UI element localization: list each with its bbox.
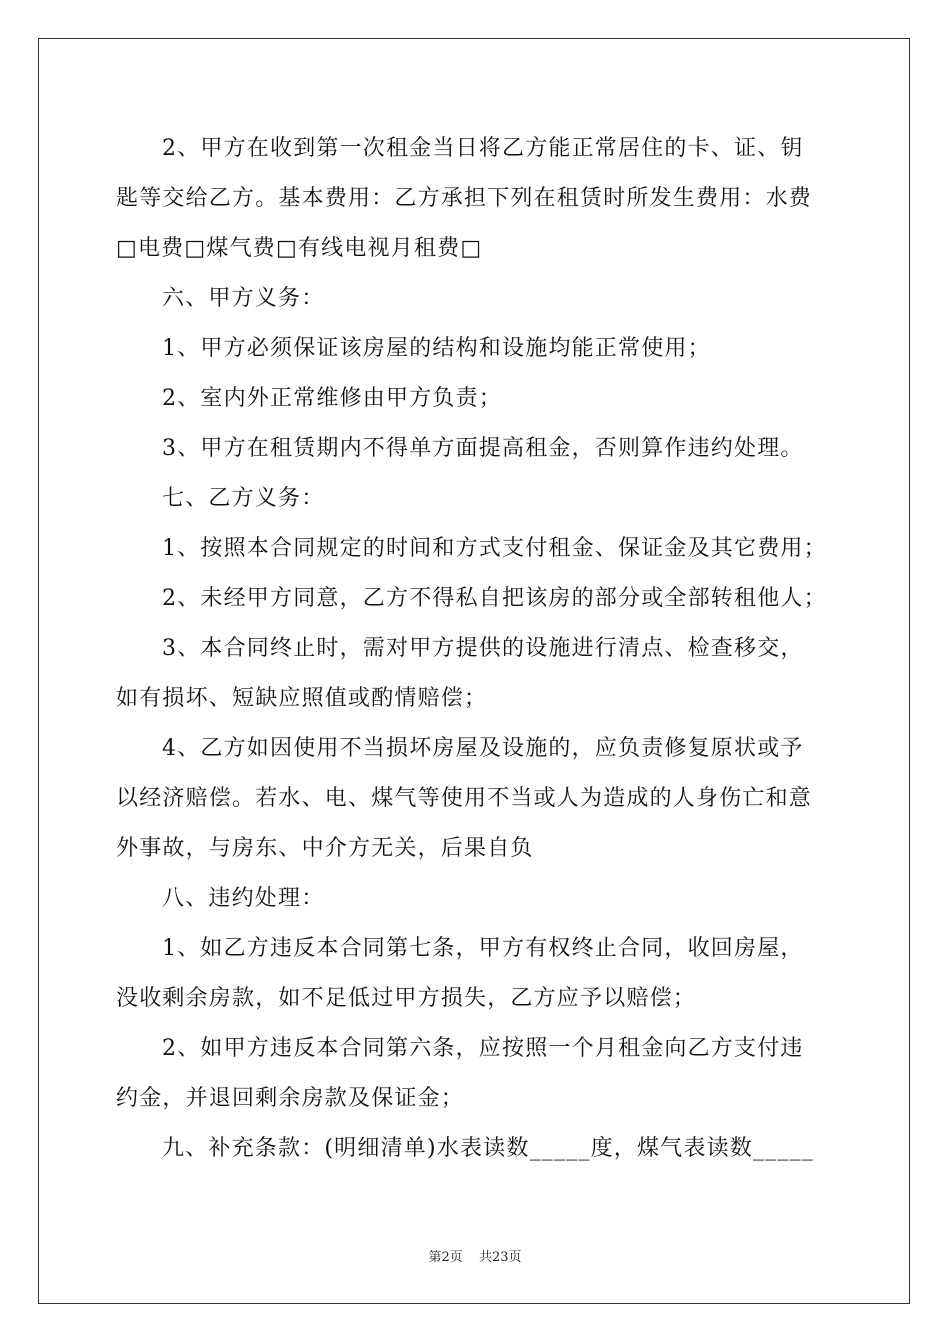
section-heading: 八、违约处理： — [162, 886, 325, 911]
text-line: 约金，并退回剩余房款及保证金； — [116, 1086, 465, 1111]
text-line: 3、甲方在租赁期内不得单方面提高租金，否则算作违约处理。 — [162, 436, 804, 461]
text-line: 以经济赔偿。若水、电、煤气等使用不当或人为造成的人身伤亡和意 — [116, 786, 813, 811]
page-total: 共23页 — [478, 1250, 522, 1265]
text-line: 1、甲方必须保证该房屋的结构和设施均能正常使用； — [162, 336, 711, 361]
text-line: 3、本合同终止时，需对甲方提供的设施进行清点、检查移交， — [162, 636, 804, 661]
text-line: 外事故，与房东、中介方无关，后果自负 — [116, 836, 534, 861]
page-footer — [0, 1246, 950, 1265]
text-line: 1、按照本合同规定的时间和方式支付租金、保证金及其它费用； — [162, 536, 827, 561]
text-line: 没收剩余房款，如不足低过甲方损失，乙方应予以赔偿； — [116, 986, 697, 1011]
section-heading: 六、甲方义务： — [162, 286, 325, 311]
text-line: 2、室内外正常维修由甲方负责； — [162, 386, 502, 411]
text-line: 1、如乙方违反本合同第七条，甲方有权终止合同，收回房屋， — [162, 936, 804, 961]
text-line: 4、乙方如因使用不当损坏房屋及设施的，应负责修复原状或予 — [162, 736, 804, 761]
text-line: 2、未经甲方同意，乙方不得私自把该房的部分或全部转租他人； — [162, 586, 827, 611]
text-line: 2、如甲方违反本合同第六条，应按照一个月租金向乙方支付违 — [162, 1036, 804, 1061]
document-body — [116, 124, 836, 1174]
text-line: 如有损坏、短缺应照值或酌情赔偿； — [116, 686, 488, 711]
section-heading: 七、乙方义务： — [162, 486, 325, 511]
text-line: □电费□煤气费□有线电视月租费□ — [116, 236, 483, 261]
text-line: 2、甲方在收到第一次租金当日将乙方能正常居住的卡、证、钥 — [162, 136, 804, 161]
section-heading: 九、补充条款：(明细清单)水表读数_____度，煤气表读数_____ — [162, 1136, 814, 1161]
text-line: 匙等交给乙方。基本费用：乙方承担下列在租赁时所发生费用：水费 — [116, 186, 813, 211]
page-number: 第2页 — [428, 1250, 463, 1265]
